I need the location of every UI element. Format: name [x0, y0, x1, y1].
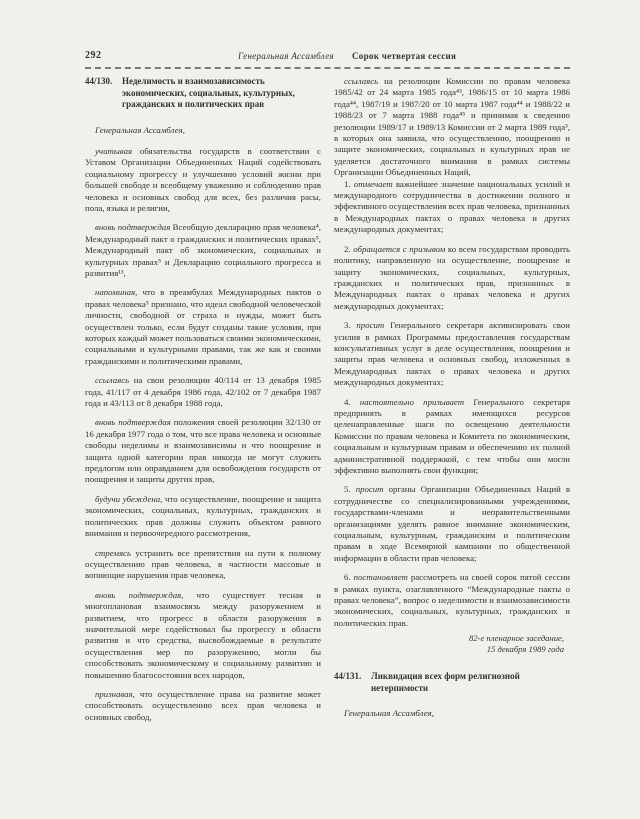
- preamble-lead: напоминая,: [95, 287, 138, 298]
- operative-text: органы Организации Объединенных Наций в сотрудничестве со специализированными учреждениями, государствами-членами и неправительственными организациями уделять равное внимание экономическим, социальным, культурным, гражданским и политическим правам в ходе Всемирной кампании по общественной информации в области прав человека;: [334, 484, 571, 563]
- header-rule: [85, 67, 570, 69]
- operative-paragraph: [334, 179, 570, 236]
- preamble-lead: ссылаясь: [95, 375, 130, 386]
- operative-text: Генерального секретаря предпринять в рамках имеющихся ресурсов целенаправленные шаги по освещению деятельности Комиссии по правам человека и Комитета по экономическим, социальным и культурным правам и обеспечению их полной административной поддержкой, с тем чтобы они могли эффективно выполнять свои функции;: [334, 396, 570, 475]
- preamble-text: на резолюции Комиссии по правам человека 1985/42 от 24 марта 1985 года⁴³, 1986/15 от 10 марта 1986 года⁴⁴, 1987/19 и 1987/20 от 10 марта 1987 года⁴⁴ и 1988/22 и 1988/23 от 7 марта 1988 года⁴⁵ и принимая к сведению резолюции 1989/17 и 1989/13 Комиссии от 2 марта 1989 года³, в которых она заявила, что осуществлению, поощрению и защите экономических, социальных и культурных прав не уделяется достаточного внимания в рамках системы Организации Объединенных Наций,: [334, 76, 571, 178]
- preamble-lead: будучи убеждена,: [95, 493, 163, 504]
- operative-lead: просит: [356, 320, 385, 331]
- resolution-number: 44/131.: [334, 671, 362, 682]
- preamble-paragraph: [85, 689, 321, 723]
- operative-lead: настоятельно призывает: [359, 396, 465, 407]
- resolution-44-131-heading: [334, 671, 570, 694]
- operative-text: важнейшее значение национальных усилий и международного сотрудничества в достижении полного и эффективного осуществления всех прав человека, признанных в Международных пактах о правах человека и других международных документах;: [334, 178, 570, 235]
- preamble-lead: признавая,: [95, 688, 135, 699]
- operative-number: 2.: [344, 243, 351, 254]
- salutation: Генеральная Ассамблея,: [344, 708, 434, 719]
- operative-number: 4.: [344, 396, 351, 407]
- left-column: [85, 76, 321, 809]
- preamble-lead: вновь подтверждая,: [95, 589, 184, 600]
- preamble-text: что в преамбулах Международных пактов о правах человека⁵ признано, что идеал свободной человеческой личности, свободной от страха и нужды, может быть осуществлен только, если будут созданы такие условия, при которых каждый может пользоваться своими экономическими, социальными и культурными правами, так же как и своими гражданскими и политическими правами,: [85, 287, 321, 366]
- preamble-lead: вновь подтверждая: [95, 417, 171, 428]
- preamble-paragraph: [85, 146, 321, 214]
- preamble-text: на свои резолюции 40/114 от 13 декабря 1985 года, 41/117 от 4 декабря 1986 года, 42/102 от 7 декабря 1987 года и 43/113 от 8 декабря 1988 года,: [85, 375, 321, 409]
- operative-number: 3.: [344, 320, 351, 331]
- meeting-note-line1: 82-е пленарное заседание,: [469, 633, 564, 644]
- operative-number: 1.: [344, 178, 351, 189]
- operative-paragraph: [334, 572, 570, 629]
- resolution-44-130-heading: [85, 76, 321, 111]
- preamble-text: что осуществление права на развитие может способствовать осуществлению всех прав человека и основных свобод,: [85, 688, 321, 722]
- running-header-assembly: Генеральная Ассамблея: [238, 51, 335, 61]
- preamble-text: обязательства государств в соответствии с Уставом Организации Объединенных Наций содействовать социальному прогрессу и улучшению условий жизни при большей свободе и всеобщему уважению и соблюдению прав человека и основных свобод для всех, без различия расы, пола, языка и религии,: [85, 145, 322, 213]
- preamble-paragraph: [85, 222, 321, 279]
- resolution-title: Ликвидация всех форм религиозной нетерпимости: [371, 671, 520, 693]
- preamble-text: что осуществление, поощрение и защита экономических, социальных, культурных, гражданских и политических прав должны служить объектом равного внимания и первоочередного рассмотрения,: [85, 493, 322, 539]
- meeting-note: [334, 633, 564, 655]
- operative-number: 5.: [344, 484, 351, 495]
- salutation: Генеральная Ассамблея,: [95, 124, 185, 135]
- operative-lead: отмечает: [353, 178, 393, 189]
- preamble-text: что существует тесная и многоплановая взаимосвязь между разоружением и развитием, что прогресс в области разоружения в значительной мере содействовал бы прогрессу в области развития и что средства, высвобождаемые в результате осуществления мер по разоружению, могли бы способствовать экономическому и социальному развитию и повышению благосостояния всех народов,: [85, 589, 322, 680]
- operative-paragraph: [334, 484, 570, 564]
- preamble-paragraph: [85, 590, 321, 681]
- operative-text: рассмотреть на своей сорок пятой сессии в рамках пункта, озаглавленного “Международные пакты о правах человека”, вопрос о неделимости и взаимозависимости экономических, социальных, культурных, гражданских и политических прав.: [334, 572, 571, 628]
- operative-text: ко всем государствам проводить политику, направленную на осуществление, поощрение и защиту экономических, социальных, культурных, гражданских и политических прав, признанных в Международных пактах о правах человека и других международных документах;: [334, 243, 571, 311]
- preamble-lead: учитывая: [95, 145, 133, 156]
- resolution-number: 44/130.: [85, 76, 113, 86]
- preamble-paragraph: [85, 548, 321, 582]
- preamble-lead: ссылаясь: [344, 76, 379, 86]
- right-column: [334, 76, 570, 809]
- operative-number: 6.: [344, 572, 351, 583]
- preamble-text: положения своей резолюции 32/130 от 16 декабря 1977 года о том, что все права человека и основные свободы неделимы и взаимозависимы и что поощрение и защита одной категории прав никогда не могут служить предлогом или оправданием для освобождения государств от поощрения и защиты других прав,: [85, 417, 321, 485]
- preamble-left: [85, 146, 321, 723]
- operative-paragraphs: [334, 179, 570, 630]
- two-column-body: [85, 76, 570, 809]
- preamble-lead: вновь подтверждая: [95, 222, 171, 233]
- preamble-text: Всеобщую декларацию прав человека⁴, Международный пакт о гражданских и политических правах⁵, Международный пакт об экономических, социальных и культурных правах⁵ и Декларацию социального прогресса и развития¹³,: [85, 222, 321, 278]
- meeting-note-line2: 15 декабря 1989 года: [486, 644, 564, 655]
- operative-paragraph: [334, 244, 570, 312]
- page-number: 292: [85, 50, 102, 61]
- operative-lead: обращается с призывом: [353, 243, 446, 254]
- preamble-paragraph: [85, 287, 321, 367]
- preamble-paragraph: [85, 417, 321, 485]
- operative-paragraph: [334, 397, 570, 477]
- preamble-paragraph: [85, 494, 321, 540]
- resolution-title: Неделимость и взаимозависимость экономических, социальных, культурных, гражданских и политических прав: [122, 76, 295, 109]
- operative-paragraph: [334, 320, 570, 388]
- preamble-paragraph: [334, 76, 570, 179]
- preamble-paragraph: [85, 375, 321, 409]
- operative-lead: просит: [355, 484, 384, 495]
- operative-text: Генерального секретаря активизировать свои усилия в рамках Программы предоставления государствам консультативных услуг в деле осуществления, поощрения и защиты прав человека и основных свобод, изложенных в Международных пактах о правах человека и других международных документах;: [334, 320, 570, 388]
- preamble-lead: стремясь: [95, 547, 131, 558]
- preamble-text: устранить все препятствия на пути к полному осуществлению прав человека, в частности массовые и вопиющие нарушения прав человека,: [85, 547, 322, 581]
- running-header-session: Сорок четвертая сессия: [352, 51, 457, 61]
- preamble-right: [334, 76, 570, 179]
- operative-lead: постановляет: [353, 572, 408, 583]
